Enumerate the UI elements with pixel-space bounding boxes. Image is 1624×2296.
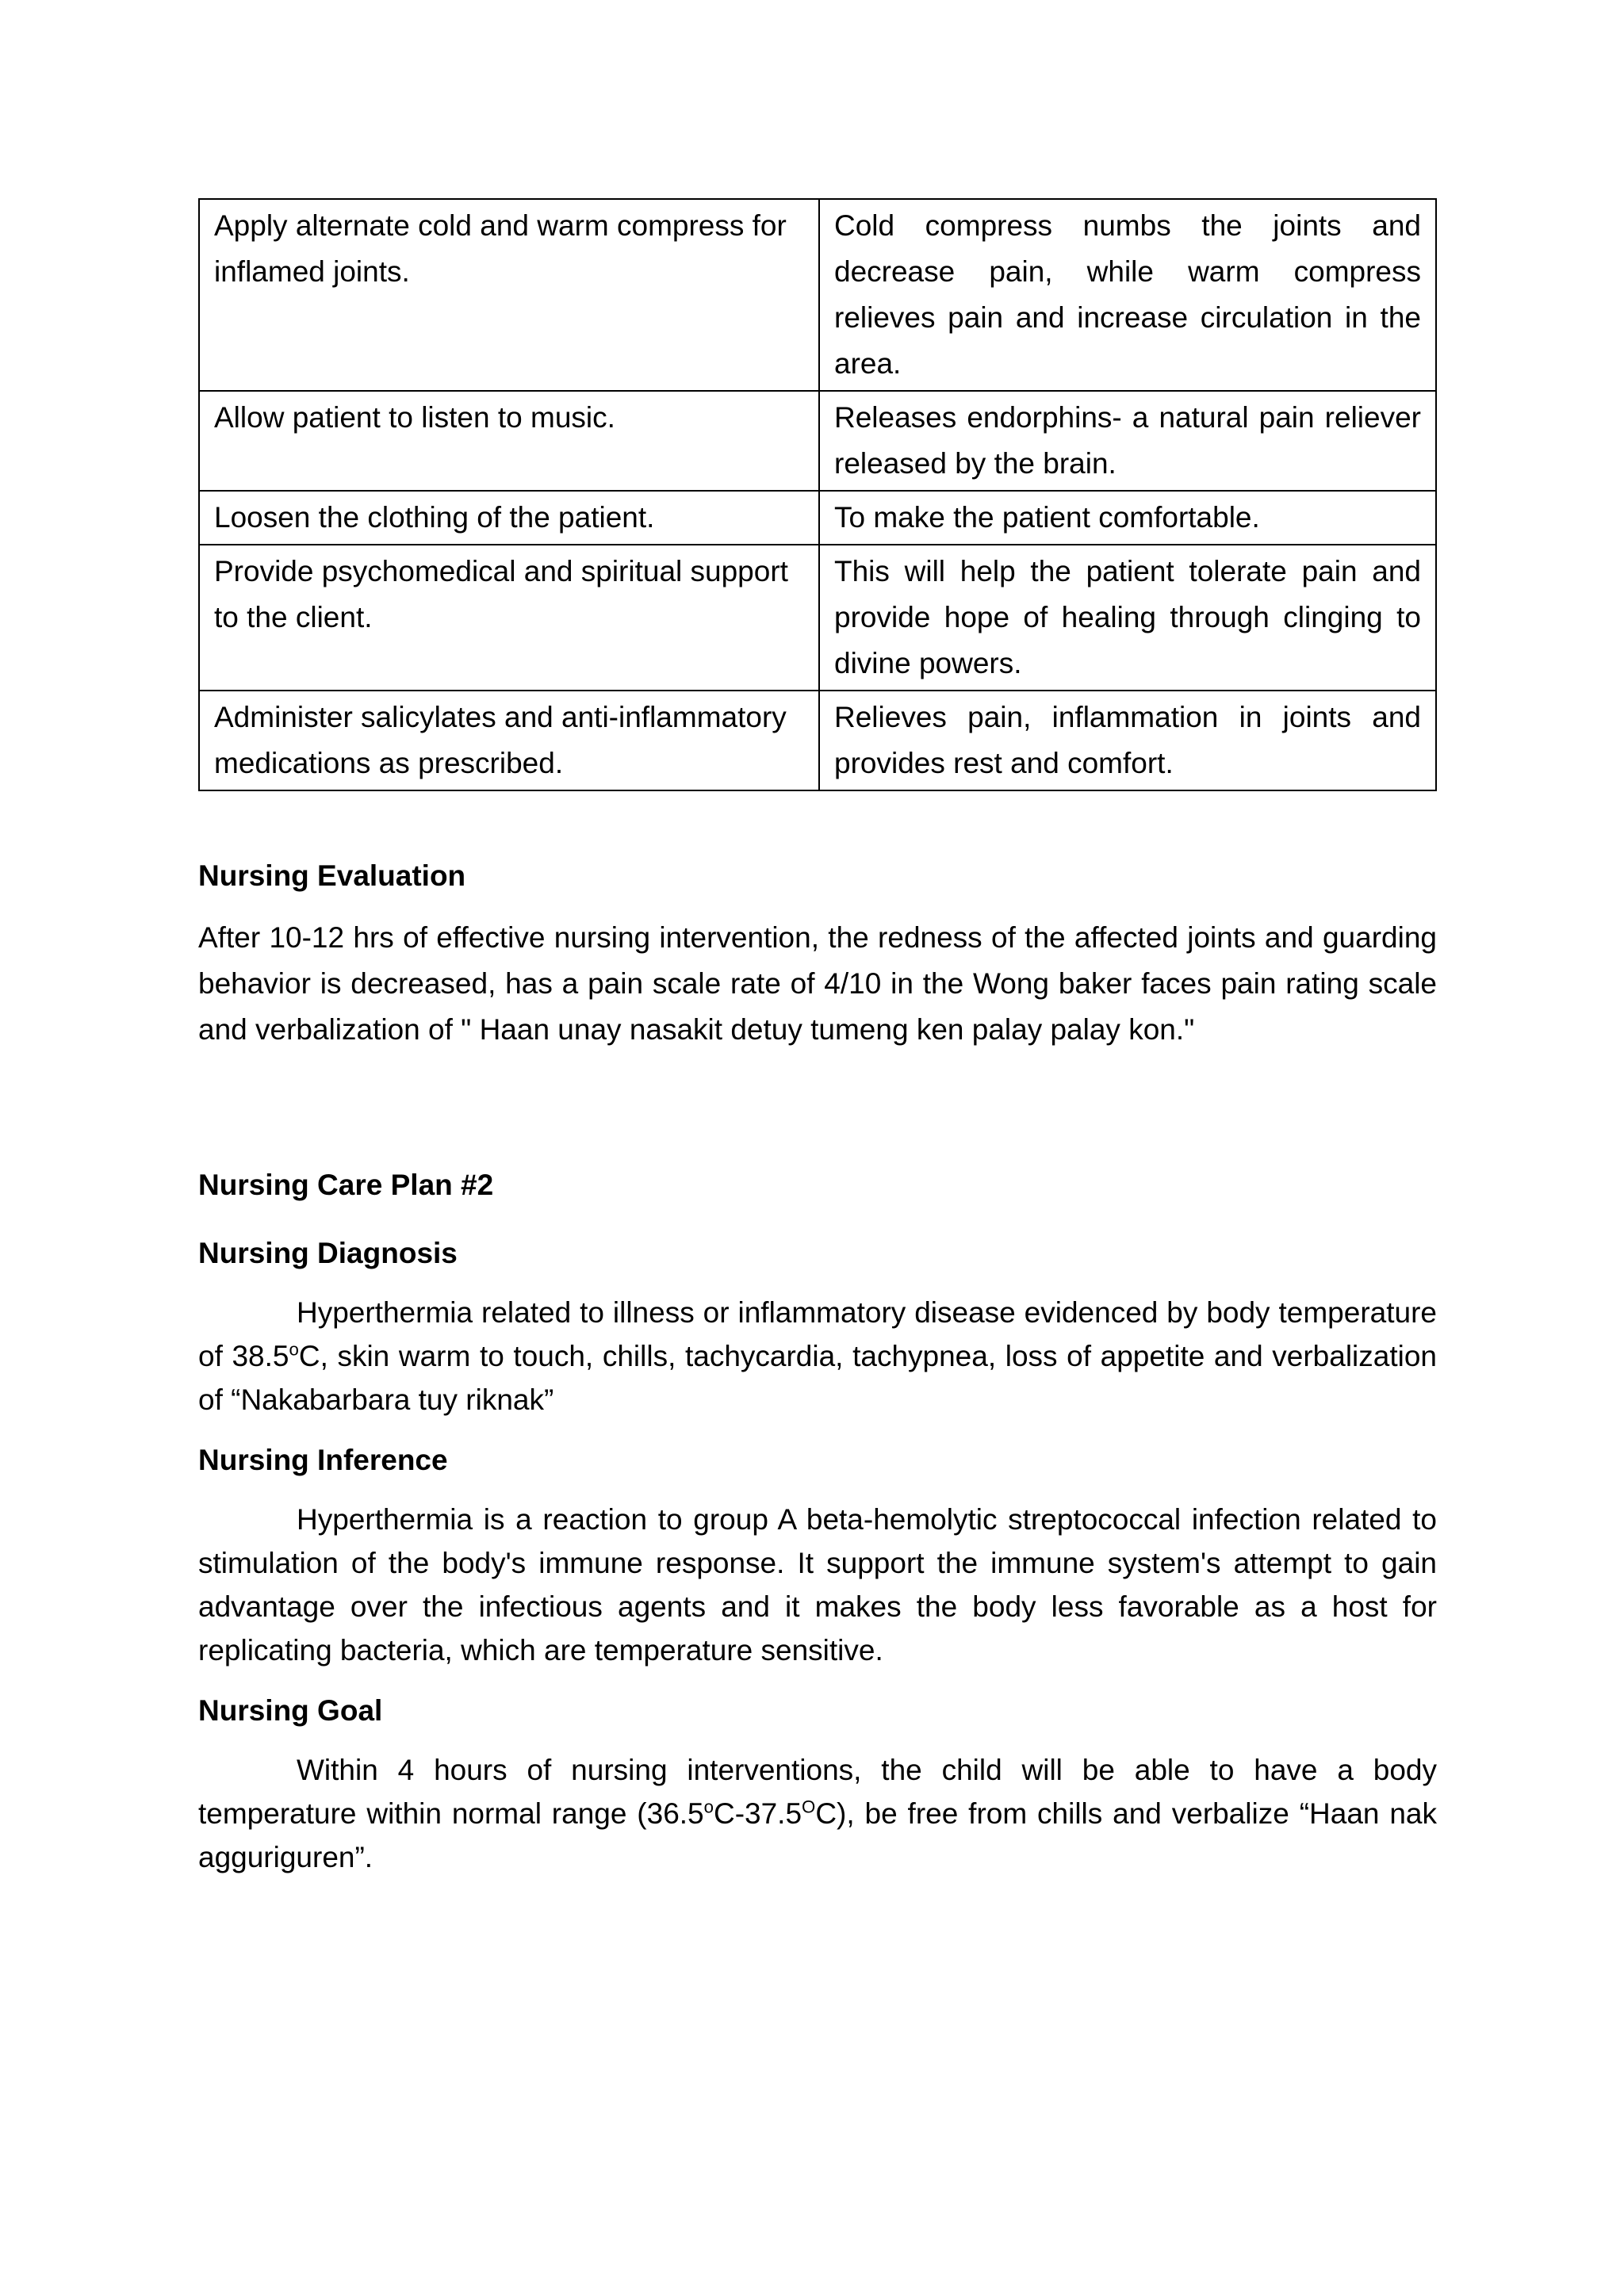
intervention-table xyxy=(198,198,1437,791)
goal-text xyxy=(198,1748,1437,1879)
rationale-cell: Relieves pain, inflammation in joints and provides rest and comfort. xyxy=(819,691,1436,790)
evaluation-heading: Nursing Evaluation xyxy=(198,859,466,892)
evaluation-text: After 10-12 hrs of effective nursing intervention, the redness of the affected joints and guarding behavior is decreased, has a pain scale rate of 4/10 in the Wong baker faces pain rating scale and verbalization of " Haan unay nasakit detuy tumeng ken palay palay kon." xyxy=(198,921,1437,1046)
intervention-cell: Allow patient to listen to music. xyxy=(199,391,819,491)
goal-text-part: C-37.5 xyxy=(713,1797,802,1830)
document-page xyxy=(198,198,1437,1879)
rationale-cell: This will help the patient tolerate pain and provide hope of healing through clinging to divine powers. xyxy=(819,545,1436,691)
inference-text: Hyperthermia is a reaction to group A beta-hemolytic streptococcal infection related to stimulation of the body's immune response. It support the immune system's attempt to gain advantage over the infectious agents and it makes the body less favorable as a host for replicating bacteria, which are temperature sensitive. xyxy=(198,1503,1437,1667)
diagnosis-text-part: Hyperthermia related to illness or inflammatory disease evidenced by body temperature of 38.5 xyxy=(198,1296,1437,1372)
goal-heading: Nursing Goal xyxy=(198,1694,383,1727)
diagnosis-text xyxy=(198,1291,1437,1422)
goal-text-part: Within 4 hours of nursing interventions, the child will be able to have a body temperature within normal range (36.5 xyxy=(198,1754,1437,1830)
table-row xyxy=(199,391,1436,491)
degree-superscript: o xyxy=(703,1797,714,1817)
table-row xyxy=(199,491,1436,545)
care-plan-title: Nursing Care Plan #2 xyxy=(198,1169,494,1201)
diagnosis-heading: Nursing Diagnosis xyxy=(198,1237,458,1269)
inference-heading: Nursing Inference xyxy=(198,1444,448,1476)
diagnosis-text-part: C, skin warm to touch, chills, tachycardia, tachypnea, loss of appetite and verbalization of “Nakabarbara tuy riknak” xyxy=(198,1340,1438,1416)
goal-text-part: C), be free from chills and verbalize “Haan nak agguriguren”. xyxy=(198,1797,1437,1873)
table-row xyxy=(199,545,1436,691)
intervention-cell: Provide psychomedical and spiritual support to the client. xyxy=(199,545,819,691)
rationale-cell: Cold compress numbs the joints and decrease pain, while warm compress relieves pain and increase circulation in the area. xyxy=(819,199,1436,391)
rationale-cell: Releases endorphins- a natural pain reliever released by the brain. xyxy=(819,391,1436,491)
intervention-cell: Apply alternate cold and warm compress for inflamed joints. xyxy=(199,199,819,391)
degree-superscript: o xyxy=(289,1339,299,1360)
rationale-cell: To make the patient comfortable. xyxy=(819,491,1436,545)
intervention-cell: Administer salicylates and anti-inflammatory medications as prescribed. xyxy=(199,691,819,790)
table-row xyxy=(199,691,1436,790)
degree-superscript: O xyxy=(802,1797,816,1817)
table-row xyxy=(199,199,1436,391)
intervention-cell: Loosen the clothing of the patient. xyxy=(199,491,819,545)
